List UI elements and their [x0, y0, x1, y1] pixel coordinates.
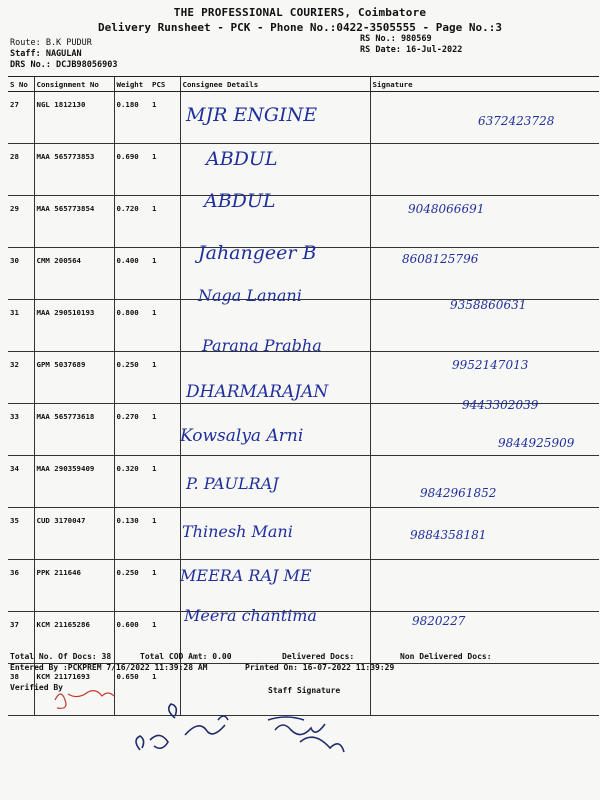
- row-weight: 0.800: [114, 300, 150, 352]
- handwritten-consignee-name: Kowsalya Arni: [180, 426, 304, 446]
- handwritten-consignee-name: Meera chantima: [184, 606, 317, 625]
- table-header-row: [8, 77, 599, 92]
- row-signature: [370, 144, 599, 196]
- handwritten-phone-number: 9358860631: [450, 298, 527, 312]
- handwritten-consignee-name: Parana Prabha: [202, 336, 322, 355]
- table-row: [8, 456, 599, 508]
- page-subtitle: Delivery Runsheet - PCK - Phone No.:0422-3505555 - Page No.:3: [98, 21, 502, 34]
- handwritten-consignee-name: MJR ENGINE: [186, 104, 318, 126]
- row-pcs: 1: [150, 664, 180, 716]
- row-weight: 0.600: [114, 612, 150, 664]
- staff-label: Staff: NAGULAN: [10, 49, 82, 59]
- row-consignee: [180, 92, 370, 144]
- verified-by-label: Verified By: [10, 683, 63, 692]
- row-pcs: 1: [150, 612, 180, 664]
- handwritten-consignee-name: ABDUL: [204, 190, 276, 212]
- row-pcs: 1: [150, 404, 180, 456]
- row-consignee: [180, 508, 370, 560]
- col-pcs: PCS: [150, 77, 180, 92]
- row-consignee: [180, 300, 370, 352]
- row-weight: 0.650: [114, 664, 150, 716]
- table-row: [8, 560, 599, 612]
- row-pcs: 1: [150, 300, 180, 352]
- row-pcs: 1: [150, 456, 180, 508]
- row-consignment-no: GPM 5037689: [34, 352, 114, 404]
- handwritten-consignee-name: Naga Lanani: [198, 286, 302, 305]
- drs-label: DRS No.: DCJB98056903: [10, 60, 118, 70]
- row-consignee: [180, 248, 370, 300]
- col-consignment: Consignment No: [34, 77, 114, 92]
- row-signature: [370, 196, 599, 248]
- handwritten-phone-number: 6372423728: [478, 114, 555, 128]
- row-consignee: [180, 560, 370, 612]
- row-sno: 35: [8, 508, 34, 560]
- runsheet-meta-right: [360, 34, 462, 56]
- row-consignment-no: MAA 565773853: [34, 144, 114, 196]
- handwritten-consignee-name: MEERA RAJ ME: [180, 566, 312, 585]
- table-row: [8, 144, 599, 196]
- route-label: Route: B.K PUDUR: [10, 38, 92, 48]
- handwritten-consignee-name: Thinesh Mani: [182, 522, 293, 541]
- row-signature: [370, 404, 599, 456]
- handwritten-phone-number: 9884358181: [410, 528, 487, 542]
- row-weight: 0.180: [114, 92, 150, 144]
- row-sno: 32: [8, 352, 34, 404]
- staff-signature: [268, 717, 344, 752]
- row-consignee: [180, 144, 370, 196]
- row-sno: 29: [8, 196, 34, 248]
- handwritten-consignee-name: Jahangeer B: [198, 242, 317, 264]
- row-pcs: 1: [150, 196, 180, 248]
- table-row: [8, 92, 599, 144]
- staff-signature-label: Staff Signature: [268, 686, 341, 695]
- row-weight: 0.250: [114, 560, 150, 612]
- printed-on: Printed On: 16-07-2022 11:39:29: [245, 663, 395, 672]
- non-delivered-docs: Non Delivered Docs:: [400, 652, 492, 661]
- runsheet-meta-left: [10, 38, 117, 71]
- row-pcs: 1: [150, 352, 180, 404]
- row-consignee: [180, 196, 370, 248]
- col-sno: S No: [8, 77, 34, 92]
- row-weight: 0.270: [114, 404, 150, 456]
- row-consignee: [180, 352, 370, 404]
- row-pcs: 1: [150, 508, 180, 560]
- table-row: [8, 196, 599, 248]
- handwritten-phone-number: 9842961852: [420, 486, 497, 500]
- verifier-signature: [136, 704, 228, 750]
- handwritten-phone-number: 9820227: [412, 614, 466, 628]
- col-signature: Signature: [370, 77, 599, 92]
- row-consignee: [180, 456, 370, 508]
- row-pcs: 1: [150, 92, 180, 144]
- row-weight: 0.320: [114, 456, 150, 508]
- row-signature: [370, 92, 599, 144]
- handwritten-phone-number: 9443302039: [462, 398, 539, 412]
- row-weight: 0.130: [114, 508, 150, 560]
- row-signature: [370, 456, 599, 508]
- table-row: [8, 300, 599, 352]
- entered-by: Entered By :PCKPREM 7/16/2022 11:39:28 AM: [10, 663, 208, 672]
- col-weight: Weight: [114, 77, 150, 92]
- row-consignment-no: PPK 211646: [34, 560, 114, 612]
- row-consignment-no: MAA 565773618: [34, 404, 114, 456]
- row-pcs: 1: [150, 560, 180, 612]
- verifier-signature-red: [55, 691, 114, 709]
- handwritten-consignee-name: P. PAULRAJ: [186, 474, 279, 493]
- row-consignment-no: KCM 21171693: [34, 664, 114, 716]
- handwritten-consignee-name: DHARMARAJAN: [186, 382, 329, 402]
- row-consignment-no: MAA 290359409: [34, 456, 114, 508]
- row-weight: 0.250: [114, 352, 150, 404]
- row-sno: 38: [8, 664, 34, 716]
- handwritten-phone-number: 9048066691: [408, 202, 485, 216]
- total-cod: Total COD Amt: 0.00: [140, 652, 232, 661]
- row-sno: 28: [8, 144, 34, 196]
- handwritten-phone-number: 8608125796: [402, 252, 479, 266]
- row-consignment-no: MAA 565773854: [34, 196, 114, 248]
- handwritten-phone-number: 9844925909: [498, 436, 575, 450]
- runsheet-table: [8, 76, 599, 716]
- row-consignment-no: CUD 3170047: [34, 508, 114, 560]
- rs-no-label: RS No.: 980569: [360, 34, 432, 44]
- row-signature: [370, 560, 599, 612]
- row-pcs: 1: [150, 248, 180, 300]
- row-sno: 30: [8, 248, 34, 300]
- row-signature: [370, 508, 599, 560]
- row-weight: 0.720: [114, 196, 150, 248]
- row-consignment-no: NGL 1812130: [34, 92, 114, 144]
- table-row: [8, 352, 599, 404]
- row-sno: 33: [8, 404, 34, 456]
- row-sno: 34: [8, 456, 34, 508]
- row-sno: 36: [8, 560, 34, 612]
- row-sno: 31: [8, 300, 34, 352]
- row-signature: [370, 352, 599, 404]
- row-pcs: 1: [150, 144, 180, 196]
- footer-signatures: [0, 680, 600, 790]
- rs-date-label: RS Date: 16-Jul-2022: [360, 45, 463, 55]
- total-docs: Total No. Of Docs: 38: [10, 652, 112, 661]
- row-sno: 37: [8, 612, 34, 664]
- table-row: [8, 248, 599, 300]
- row-consignment-no: CMM 200564: [34, 248, 114, 300]
- row-consignment-no: KCM 21165286: [34, 612, 114, 664]
- row-signature: [370, 300, 599, 352]
- row-weight: 0.400: [114, 248, 150, 300]
- row-sno: 27: [8, 92, 34, 144]
- row-weight: 0.690: [114, 144, 150, 196]
- table-row: [8, 404, 599, 456]
- row-signature: [370, 248, 599, 300]
- row-consignee: [180, 404, 370, 456]
- col-consignee: Consignee Details: [180, 77, 370, 92]
- table-row: [8, 508, 599, 560]
- handwritten-consignee-name: ABDUL: [206, 148, 278, 170]
- row-consignment-no: MAA 290510193: [34, 300, 114, 352]
- delivered-docs: Delivered Docs:: [282, 652, 355, 661]
- page-title: THE PROFESSIONAL COURIERS, Coimbatore: [173, 6, 427, 19]
- handwritten-phone-number: 9952147013: [452, 358, 529, 372]
